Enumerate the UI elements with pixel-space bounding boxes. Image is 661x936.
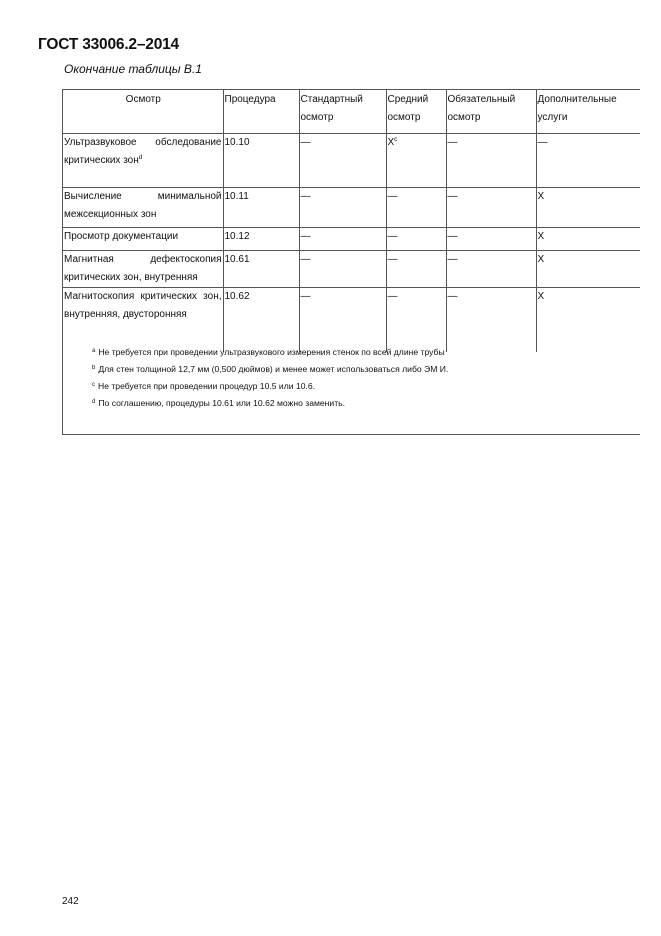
column-header-standard: Стандартный осмотр [299, 90, 386, 134]
note-mark: c [92, 382, 95, 388]
note-text: По соглашению, процедуры 10.61 или 10.62 можно заменить. [98, 398, 346, 408]
standard-cell: — [299, 251, 386, 288]
table-note [92, 344, 632, 361]
procedure-cell: 10.12 [223, 228, 299, 251]
standard-cell: — [299, 228, 386, 251]
footnote-ref: c [394, 136, 398, 143]
additional-cell: — [536, 134, 640, 188]
inspection-cell: Просмотр документации [64, 231, 179, 242]
standard-cell: — [299, 188, 386, 228]
inspection-table [63, 89, 640, 352]
note-text: Не требуется при проведении процедур 10.5 или 10.6. [98, 381, 316, 391]
note-text: Для стен толщиной 12,7 мм (0,500 дюймов) и менее может использоваться либо ЭМ И. [98, 364, 449, 374]
page-number: 242 [62, 896, 79, 907]
footnote-ref: d [138, 154, 143, 161]
document-title: ГОСТ 33006.2–2014 [38, 36, 179, 53]
table-row [63, 188, 640, 228]
inspection-cell: Вычисление минимальной межсекционных зон [64, 191, 222, 220]
inspection-cell: Магнитоскопия критических зон, внутренняя, двусторонняя [64, 291, 222, 320]
additional-cell: X [536, 228, 640, 251]
additional-cell: X [536, 188, 640, 228]
standard-cell: — [299, 288, 386, 352]
procedure-cell: 10.62 [223, 288, 299, 352]
table-row [63, 288, 640, 352]
inspection-text: Ультразвуковое обследование критических зон [64, 137, 222, 166]
inspection-cell [63, 134, 223, 188]
mandatory-cell: — [446, 228, 536, 251]
standard-cell: — [299, 134, 386, 188]
mandatory-cell: — [446, 251, 536, 288]
table-note [92, 378, 632, 395]
medium-cell: — [386, 228, 446, 251]
mandatory-cell: — [446, 188, 536, 228]
column-header-inspection: Осмотр [125, 94, 161, 105]
procedure-cell: 10.10 [223, 134, 299, 188]
table-row [63, 228, 640, 251]
column-header-procedure: Процедура [223, 90, 299, 134]
table-header-row [63, 90, 640, 134]
note-text: Не требуется при проведении ультразвукового измерения стенок по всей длине трубы [98, 347, 445, 357]
column-header-mandatory: Обязательный осмотр [446, 90, 536, 134]
mandatory-cell: — [446, 134, 536, 188]
medium-cell: — [386, 188, 446, 228]
additional-cell: X [536, 251, 640, 288]
medium-cell: — [386, 251, 446, 288]
note-mark: a [92, 348, 96, 354]
mandatory-cell: — [446, 288, 536, 352]
inspection-cell: Магнитная дефектоскопия критических зон, внутренняя [64, 254, 222, 283]
medium-value: X [387, 137, 395, 148]
medium-cell: — [386, 288, 446, 352]
additional-cell: X [536, 288, 640, 352]
note-mark: d [92, 399, 96, 405]
procedure-cell: 10.11 [223, 188, 299, 228]
table-row [63, 251, 640, 288]
table-note [92, 361, 632, 378]
procedure-cell: 10.61 [223, 251, 299, 288]
inspection-table-frame [62, 89, 640, 435]
table-row [63, 134, 640, 188]
note-mark: b [92, 365, 96, 371]
table-caption: Окончание таблицы В.1 [64, 62, 202, 76]
column-header-medium: Средний осмотр [386, 90, 446, 134]
medium-cell [386, 134, 446, 188]
column-header-additional: Дополнительные услуги [536, 90, 640, 134]
table-notes [92, 344, 632, 412]
table-note [92, 395, 632, 412]
